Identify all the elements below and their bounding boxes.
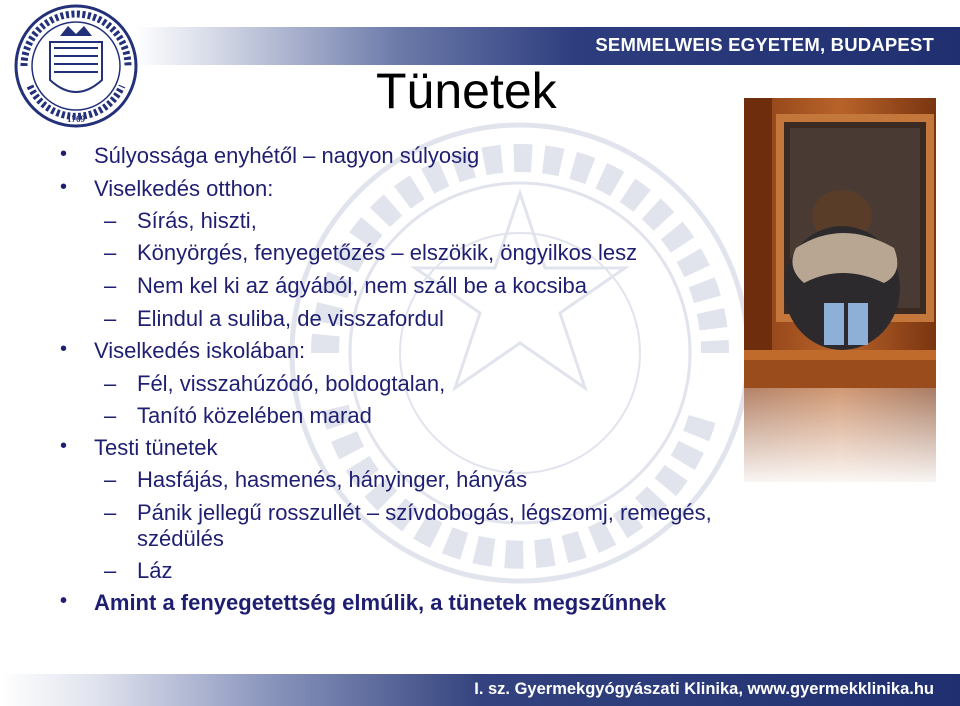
footer-text: I. sz. Gyermekgyógyászati Klinika, www.gyermekklinika.hu: [474, 680, 934, 698]
dash-marker: –: [104, 306, 117, 331]
dash-marker: –: [104, 371, 117, 396]
dash-marker: –: [104, 273, 117, 298]
dash-marker: –: [104, 240, 117, 265]
list-item-text: Testi tünetek: [94, 435, 218, 460]
dash-marker: –: [104, 208, 117, 233]
photo-crying-child: [744, 98, 936, 482]
top-banner: [0, 27, 960, 65]
sub-list-item-text: Nem kel ki az ágyából, nem száll be a kocsiba: [137, 273, 587, 298]
bullet-marker: •: [60, 143, 68, 165]
list-item-text: Viselkedés iskolában:: [94, 338, 306, 363]
dash-marker: –: [104, 558, 117, 583]
list-item-text: Súlyossága enyhétől – nagyon súlyosig: [94, 143, 480, 168]
list-item-text: Amint a fenyegetettség elmúlik, a tünetek megszűnnek: [94, 590, 667, 615]
sub-list-item-text: Sírás, hiszti,: [137, 208, 257, 233]
sub-list-item-text: Pánik jellegű rosszullét – szívdobogás, légszomj, remegés,: [137, 500, 712, 525]
sub-list-item-text: Tanító közelében marad: [137, 403, 372, 428]
sub-list-item-text: Fél, visszahúzódó, boldogtalan,: [137, 371, 446, 396]
bullet-marker: •: [60, 435, 68, 457]
list-item-text: Viselkedés otthon:: [94, 176, 274, 201]
sub-list-item-text: Hasfájás, hasmenés, hányinger, hányás: [137, 467, 528, 492]
dash-marker: –: [104, 467, 117, 492]
institution-name: SEMMELWEIS EGYETEM, BUDAPEST: [595, 34, 934, 55]
sub-list-item-text: Láz: [137, 558, 173, 583]
sub-list-item-text: Elindul a suliba, de visszafordul: [137, 306, 444, 331]
sub-list-item-text: szédülés: [137, 526, 224, 551]
university-seal-logo: [10, 2, 142, 132]
bullet-marker: •: [60, 338, 68, 360]
page-title: Tünetek: [376, 63, 557, 119]
seal-year: 1769: [67, 114, 85, 124]
dash-marker: –: [104, 403, 117, 428]
dash-marker: –: [104, 500, 117, 525]
bullet-marker: •: [60, 590, 68, 612]
sub-list-item-text: Könyörgés, fenyegetőzés – elszökik, öngyilkos lesz: [137, 240, 638, 265]
bullet-marker: •: [60, 176, 68, 198]
bottom-banner: [0, 674, 960, 706]
